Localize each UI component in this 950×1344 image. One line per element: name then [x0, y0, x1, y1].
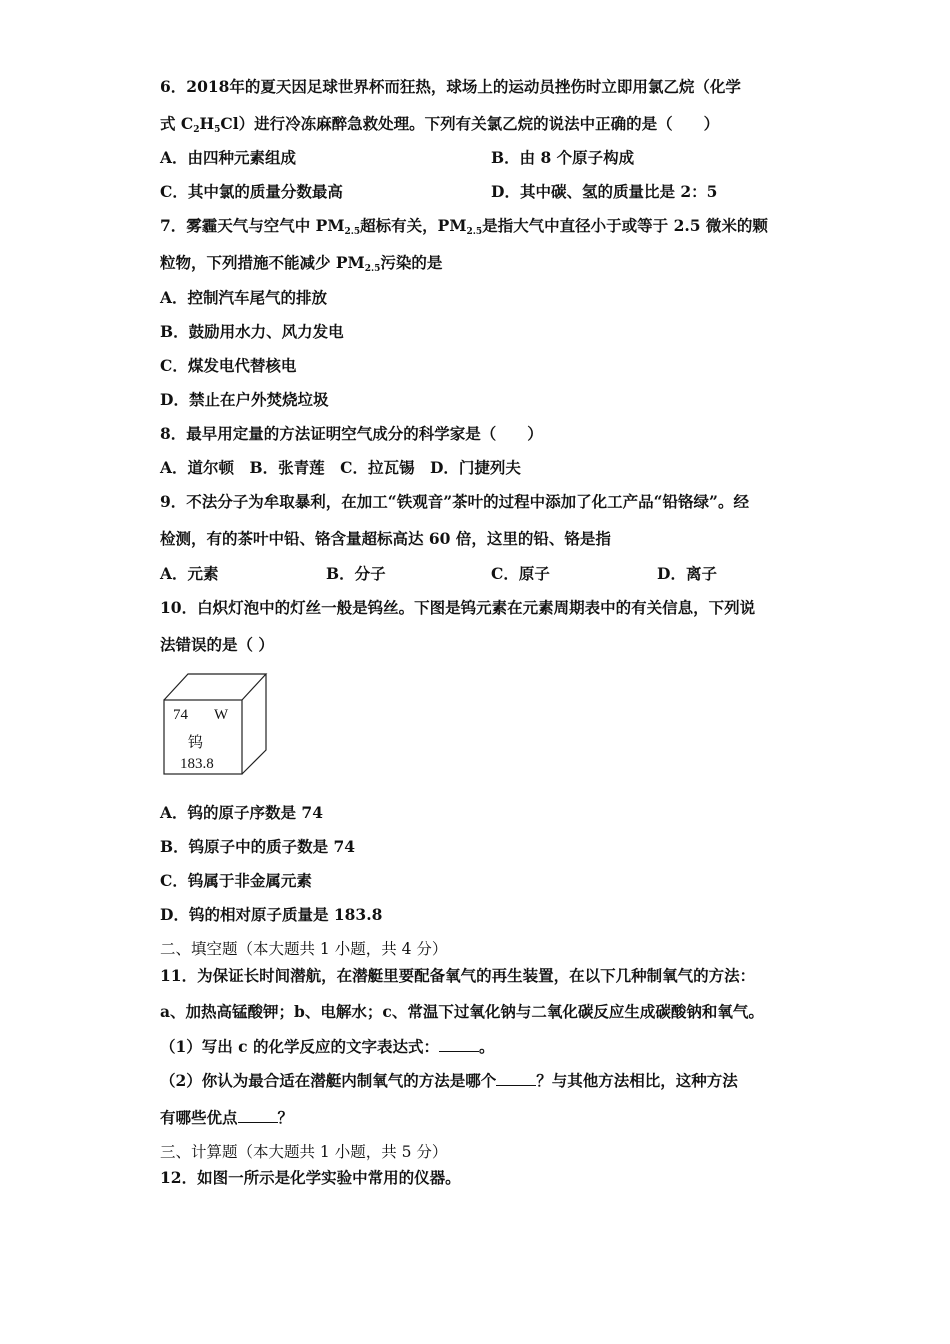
q11-part2: [160, 1071, 738, 1091]
q7-option-c: C．煤发电代替核电: [160, 356, 297, 375]
q11-text: 。: [479, 1037, 495, 1056]
q11-part1: [160, 1037, 495, 1057]
q11-text: （2）你认为最合适在潜艇内制氧气的方法是哪个: [160, 1071, 497, 1090]
q6-text: Cl）进行冷冻麻醉急救处理。下列有关氯乙烷的说法中正确的是（ ）: [220, 114, 720, 133]
element-symbol: W: [214, 707, 229, 723]
q8-stem: 8．最早用定量的方法证明空气成分的科学家是（ ）: [160, 424, 543, 443]
q9-option-c: C．原子: [491, 564, 550, 583]
q11-text: ？: [277, 1108, 294, 1127]
q11-stem-line1: 11．为保证长时间潜航，在潜艇里要配备氧气的再生装置，在以下几种制氧气的方法：: [160, 966, 756, 985]
answer-blank[interactable]: [238, 1108, 278, 1123]
q11-text: ？与其他方法相比，这种方法: [536, 1071, 738, 1090]
q10-option-a: A．钨的原子序数是 74: [160, 803, 323, 822]
subscript: 2: [193, 125, 200, 135]
q10-option-d: D．钨的相对原子质量是 183.8: [160, 905, 383, 924]
cube-top-face: [164, 674, 266, 700]
q7-option-b: B．鼓励用水力、风力发电: [160, 322, 344, 341]
element-tile-tungsten: [160, 670, 272, 780]
q11-text: 有哪些优点: [160, 1108, 238, 1127]
q10-option-b: B．钨原子中的质子数是 74: [160, 837, 356, 856]
section-heading-calculation: 三、计算题（本大题共 1 小题，共 5 分）: [160, 1143, 448, 1161]
cube-outline: [160, 670, 272, 780]
q11-part2-cont: [160, 1108, 293, 1128]
q7-option-d: D．禁止在户外焚烧垃圾: [160, 390, 329, 409]
q6-option-c: C．其中氯的质量分数最高: [160, 182, 343, 201]
section-heading-fill-in: 二、填空题（本大题共 1 小题，共 4 分）: [160, 940, 448, 958]
subscript: 2.5: [344, 227, 361, 237]
q7-text: 粒物，下列措施不能减少 PM: [160, 253, 365, 272]
subscript: 2.5: [466, 227, 483, 237]
answer-blank[interactable]: [439, 1037, 479, 1052]
q6-option-a: A．由四种元素组成: [160, 148, 297, 167]
subscript: 2.5: [364, 264, 381, 274]
q10-option-c: C．钨属于非金属元素: [160, 871, 312, 890]
q12-stem: 12．如图一所示是化学实验中常用的仪器。: [160, 1168, 461, 1187]
element-atomic-mass: 183.8: [180, 756, 214, 772]
element-name: 钨: [188, 733, 204, 751]
q9-option-b: B．分子: [326, 564, 386, 583]
q6-option-b: B．由 8 个原子构成: [491, 148, 635, 167]
q9-stem-line1: 9．不法分子为牟取暴利，在加工“铁观音”茶叶的过程中添加了化工产品“铅铬绿”。经: [160, 492, 749, 511]
q10-stem-line2: 法错误的是（ ）: [160, 635, 274, 654]
q6-text: 式 C: [160, 114, 194, 133]
cube-side-face: [242, 674, 266, 774]
q11-stem-line2: a、加热高锰酸钾；b、电解水；c、常温下过氧化钠与二氧化碳反应生成碳酸钠和氧气。: [160, 1002, 764, 1021]
q6-stem-line1: 6．2018年的夏天因足球世界杯而狂热，球场上的运动员挫伤时立即用氯乙烷（化学: [160, 77, 741, 96]
q11-text: （1）写出 c 的化学反应的文字表达式：: [160, 1037, 440, 1056]
q7-text: 7．雾霾天气与空气中 PM: [160, 216, 345, 235]
q10-stem-line1: 10．白炽灯泡中的灯丝一般是钨丝。下图是钨元素在元素周期表中的有关信息，下列说: [160, 598, 756, 617]
q9-option-d: D．离子: [657, 564, 717, 583]
q9-stem-line2: 检测，有的茶叶中铅、铬含量超标高达 60 倍，这里的铅、铬是指: [160, 529, 611, 548]
q6-stem-line2: [160, 114, 719, 140]
q7-stem-line1: [160, 216, 768, 242]
q7-text: 是指大气中直径小于或等于 2.5 微米的颗: [482, 216, 768, 235]
q6-text: H: [199, 114, 215, 133]
q6-option-d: D．其中碳、氢的质量比是 2：5: [491, 182, 718, 201]
subscript: 5: [214, 125, 221, 135]
q9-option-a: A．元素: [160, 564, 219, 583]
q7-stem-line2: [160, 253, 442, 279]
q7-option-a: A．控制汽车尾气的排放: [160, 288, 328, 307]
q7-text: 污染的是: [380, 253, 443, 272]
element-atomic-number: 74: [173, 707, 188, 723]
answer-blank[interactable]: [496, 1071, 536, 1086]
q8-options: A．道尔顿 B．张青莲 C．拉瓦锡 D．门捷列夫: [160, 458, 521, 477]
q7-text: 超标有关，PM: [360, 216, 467, 235]
